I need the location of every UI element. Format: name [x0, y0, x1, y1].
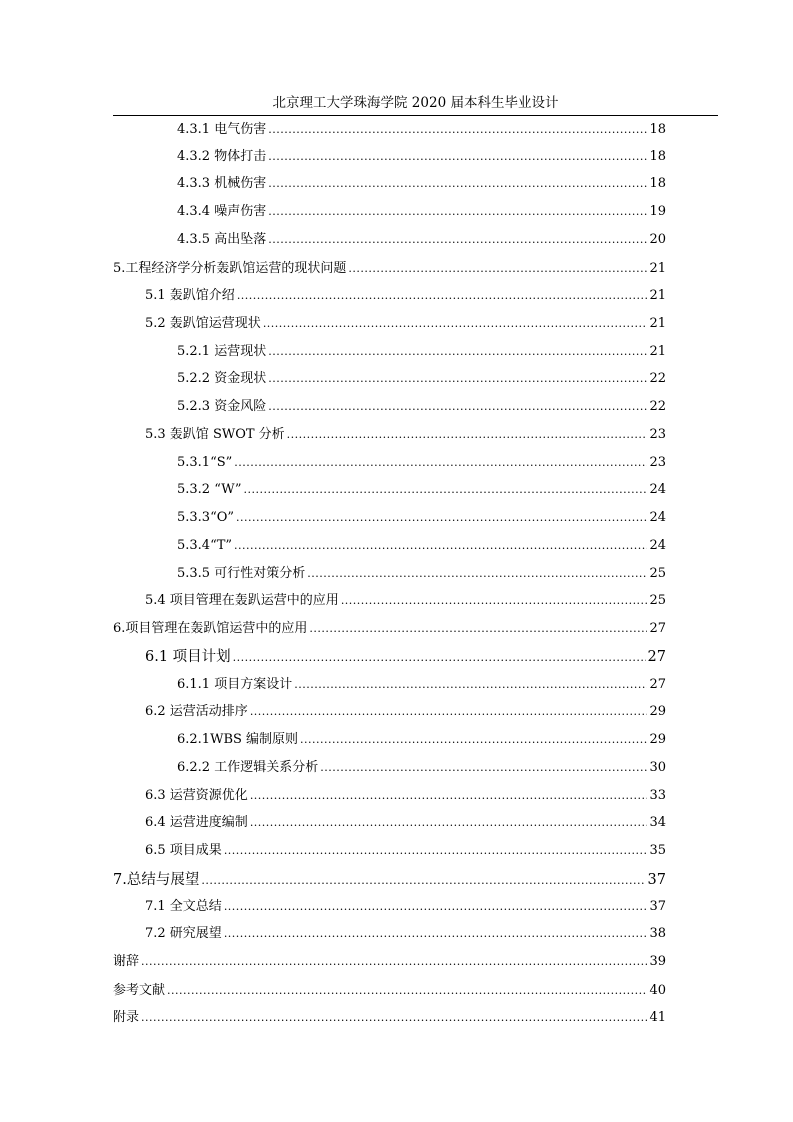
toc-entry-title: 6.项目管理在轰趴馆运营中的应用	[113, 621, 308, 636]
toc-leader-dots	[294, 675, 647, 695]
toc-leader-dots	[348, 259, 647, 279]
toc-entry-page: 41	[649, 1010, 666, 1025]
toc-entry-title: 5.1 轰趴馆介绍	[145, 288, 235, 303]
toc-entry[interactable]	[177, 730, 666, 750]
toc-entry-page: 22	[649, 371, 666, 386]
toc-entry-title: 谢辞	[113, 954, 140, 969]
toc-entry[interactable]	[145, 591, 666, 611]
toc-entry[interactable]	[177, 536, 666, 556]
toc-entry[interactable]	[113, 259, 666, 279]
toc-entry[interactable]	[145, 924, 666, 944]
toc-entry-page: 33	[649, 788, 666, 803]
toc-entry-page: 37	[647, 872, 666, 888]
toc-entry-title: 7.2 研究展望	[145, 926, 222, 941]
toc-entry-title: 5.3.2 “W”	[177, 482, 242, 497]
toc-leader-dots	[268, 369, 647, 389]
toc-entry[interactable]	[177, 675, 666, 695]
toc-entry[interactable]	[145, 702, 666, 722]
toc-entry-title: 6.4 运营进度编制	[145, 815, 248, 830]
toc-entry-page: 38	[649, 926, 666, 941]
toc-entry-page: 29	[649, 704, 666, 719]
toc-entry[interactable]	[177, 758, 666, 778]
toc-entry[interactable]	[145, 286, 666, 306]
toc-leader-dots	[236, 508, 647, 528]
toc-leader-dots	[201, 871, 645, 891]
toc-entry-title: 6.5 项目成果	[145, 843, 222, 858]
toc-entry[interactable]	[113, 981, 666, 1001]
toc-entry-title: 5.2.1 运营现状	[177, 344, 267, 359]
toc-leader-dots	[268, 230, 647, 250]
toc-entry-page: 18	[649, 176, 666, 191]
toc-entry-title: 5.工程经济学分析轰趴馆运营的现状问题	[113, 261, 347, 276]
toc-leader-dots	[234, 536, 647, 556]
toc-entry-title: 5.4 项目管理在轰趴运营中的应用	[145, 593, 339, 608]
toc-entry[interactable]	[145, 314, 666, 334]
toc-entry-page: 29	[649, 732, 666, 747]
toc-entry[interactable]	[177, 342, 666, 362]
toc-leader-dots	[141, 1008, 647, 1028]
toc-entry[interactable]	[145, 841, 666, 861]
toc-entry-title: 6.1.1 项目方案设计	[177, 677, 293, 692]
toc-entry-page: 30	[649, 760, 666, 775]
toc-entry[interactable]	[145, 786, 666, 806]
toc-entry[interactable]	[177, 564, 666, 584]
toc-entry-page: 27	[649, 677, 666, 692]
toc-entry-title: 参考文献	[113, 983, 166, 998]
toc-entry[interactable]	[177, 120, 666, 140]
toc-leader-dots	[268, 174, 647, 194]
toc-entry-page: 21	[649, 316, 666, 331]
toc-entry[interactable]	[145, 647, 666, 667]
toc-entry-title: 6.2.2 工作逻辑关系分析	[177, 760, 319, 775]
toc-leader-dots	[234, 453, 647, 473]
toc-entry-page: 25	[649, 566, 666, 581]
toc-leader-dots	[268, 397, 647, 417]
toc-entry-title: 5.2.2 资金现状	[177, 371, 267, 386]
toc-entry-page: 39	[649, 954, 666, 969]
toc-leader-dots	[141, 952, 647, 972]
toc-entry-title: 附录	[113, 1010, 140, 1025]
toc-leader-dots	[268, 147, 647, 167]
toc-entry-page: 23	[649, 455, 666, 470]
toc-entry[interactable]	[177, 174, 666, 194]
toc-leader-dots	[250, 702, 648, 722]
page-header: 北京理工大学珠海学院 2020 届本科生毕业设计	[272, 95, 559, 111]
toc-entry-page: 21	[649, 288, 666, 303]
toc-entry-page: 23	[649, 427, 666, 442]
toc-entry-title: 7.1 全文总结	[145, 899, 222, 914]
toc-entry-page: 18	[649, 122, 666, 137]
toc-entry[interactable]	[113, 952, 666, 972]
toc-entry-page: 24	[649, 538, 666, 553]
toc-entry[interactable]	[145, 897, 666, 917]
toc-leader-dots	[268, 202, 647, 222]
toc-entry-title: 5.3.1“S”	[177, 455, 233, 470]
toc-entry-title: 4.3.2 物体打击	[177, 149, 267, 164]
toc-entry-page: 19	[649, 204, 666, 219]
toc-entry-page: 40	[649, 983, 666, 998]
toc-leader-dots	[307, 564, 647, 584]
toc-entry[interactable]	[177, 480, 666, 500]
toc-entry-page: 24	[649, 482, 666, 497]
toc-entry-title: 5.3.5 可行性对策分析	[177, 566, 306, 581]
toc-entry[interactable]	[113, 1008, 666, 1028]
toc-entry-title: 5.2 轰趴馆运营现状	[145, 316, 261, 331]
toc-leader-dots	[224, 924, 648, 944]
toc-entry-page: 27	[647, 649, 666, 665]
toc-leader-dots	[300, 730, 647, 750]
toc-entry[interactable]	[113, 619, 666, 639]
toc-leader-dots	[224, 841, 648, 861]
toc-leader-dots	[243, 480, 647, 500]
toc-entry-page: 27	[649, 621, 666, 636]
toc-entry[interactable]	[177, 369, 666, 389]
toc-entry-title: 4.3.4 噪声伤害	[177, 204, 267, 219]
toc-entry[interactable]	[177, 508, 666, 528]
toc-entry-page: 24	[649, 510, 666, 525]
toc-leader-dots	[263, 314, 648, 334]
toc-entry-title: 6.1 项目计划	[145, 649, 231, 665]
toc-entry-page: 22	[649, 399, 666, 414]
toc-entry[interactable]	[145, 813, 666, 833]
toc-entry-title: 4.3.5 高出坠落	[177, 232, 267, 247]
toc-entry-page: 34	[649, 815, 666, 830]
toc-entry-title: 6.2 运营活动排序	[145, 704, 248, 719]
toc-entry-title: 5.2.3 资金风险	[177, 399, 267, 414]
toc-leader-dots	[233, 648, 646, 668]
toc-leader-dots	[250, 813, 648, 833]
toc-entry[interactable]	[113, 870, 666, 890]
toc-entry-title: 6.2.1WBS 编制原则	[177, 732, 299, 747]
toc-entry-page: 37	[649, 899, 666, 914]
toc-entry[interactable]	[177, 230, 666, 250]
toc-leader-dots	[287, 425, 648, 445]
toc-leader-dots	[268, 120, 647, 140]
toc-leader-dots	[341, 591, 648, 611]
toc-entry-title: 5.3.4“T”	[177, 538, 233, 553]
toc-entry-title: 7.总结与展望	[113, 872, 200, 888]
toc-leader-dots	[250, 786, 648, 806]
toc-entry[interactable]	[177, 453, 666, 473]
toc-entry[interactable]	[145, 425, 666, 445]
toc-leader-dots	[224, 897, 648, 917]
toc-leader-dots	[237, 286, 648, 306]
toc-leader-dots	[309, 619, 647, 639]
toc-leader-dots	[268, 342, 647, 362]
toc-entry-page: 25	[649, 593, 666, 608]
toc-entry-page: 21	[649, 261, 666, 276]
toc-entry-title: 4.3.1 电气伤害	[177, 122, 267, 137]
toc-entry-title: 5.3.3“O”	[177, 510, 235, 525]
toc-entry-title: 4.3.3 机械伤害	[177, 176, 267, 191]
header-rule	[113, 115, 718, 116]
toc-entry-page: 20	[649, 232, 666, 247]
toc-entry[interactable]	[177, 202, 666, 222]
toc-entry[interactable]	[177, 147, 666, 167]
toc-entry[interactable]	[177, 397, 666, 417]
toc-entry-page: 18	[649, 149, 666, 164]
toc-leader-dots	[320, 758, 647, 778]
toc-entry-title: 5.3 轰趴馆 SWOT 分析	[145, 427, 285, 442]
toc-leader-dots	[167, 981, 647, 1001]
toc-entry-page: 35	[649, 843, 666, 858]
toc-entry-title: 6.3 运营资源优化	[145, 788, 248, 803]
toc-entry-page: 21	[649, 344, 666, 359]
